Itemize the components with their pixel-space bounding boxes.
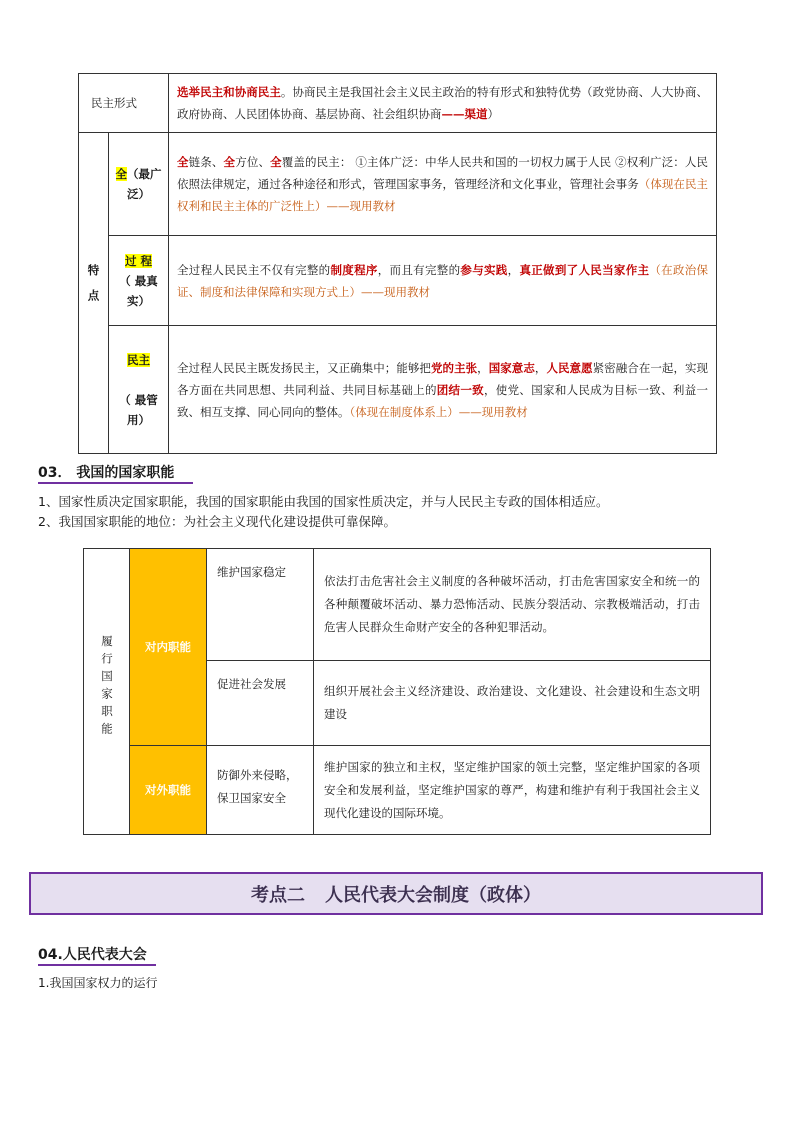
text-run-plain: 紧密融合在一起，实现各方面在共同思想、共同利益、共同目标基础上的 [177, 360, 709, 397]
text-run-org: （体现在制度体系上）——现用教材 [349, 404, 528, 419]
external-functions-label: 对外职能 [130, 746, 207, 835]
function-desc-1: 依法打击危害社会主义制度的各种破坏活动，打击危害国家安全和统一的各种颠覆破坏活动、暴力恐怖活动、民族分裂活动、宗教极端活动，打击危害人民群众生命财产安全的各种犯罪活动。 [314, 549, 711, 661]
section-03-underline [38, 482, 193, 484]
text-run-plain: ，使党、国家和人民成为目标一致、利益一致、相互支撑、同心同向的整体。 [177, 382, 709, 419]
key-point-banner [29, 872, 763, 915]
quan-content [169, 133, 717, 236]
section-04-underline [38, 964, 156, 966]
text-run-red: ——渠道 [441, 107, 488, 121]
state-functions-label [84, 549, 130, 835]
text-run-red: 国家意志 [488, 360, 535, 375]
quan-key: 全 [115, 167, 127, 181]
guocheng-content [169, 236, 717, 326]
text-run-plain: 全过程人民民主不仅有完整的 [177, 262, 331, 277]
text-run-plain: ） [487, 107, 499, 121]
text-run-plain: ， [534, 360, 547, 375]
section-03-paragraph-2: 2、我国国家职能的地位：为社会主义现代化建设提供可靠保障。 [38, 514, 396, 529]
text-run-plain: 链条、 [188, 155, 224, 169]
banner-key-point: 考点二 [251, 884, 305, 906]
text-run-red: 人民意愿 [546, 360, 593, 375]
text-run-red: 选举民主和协商民主 [177, 85, 281, 99]
text-run-red: 党的主张 [430, 360, 478, 375]
text-run-red: 制度程序 [330, 262, 378, 277]
text-run-plain: 覆盖的民主： ①主体广泛：中华人民共和国的一切权力属于人民 ②权利广泛：人民依照法律规定，通过各种途径和形式，管理国家事务，管理经济和文化事业，管理社会事务 [177, 155, 709, 191]
text-run-red: 参与实践 [460, 262, 508, 277]
section-04-heading: 04.人民代表大会 [38, 947, 147, 963]
quan-label [109, 133, 169, 236]
text-run-plain: 全过程人民民主既发扬民主，又正确集中；能够把 [177, 360, 431, 375]
text-run-plain: ， [477, 360, 489, 375]
function-item-2: 促进社会发展 [207, 661, 314, 746]
guocheng-key: 过 程 [124, 253, 152, 268]
text-run-plain: ，而且有完整的 [377, 262, 461, 277]
function-desc-3: 维护国家的独立和主权，坚定维护国家的领土完整，坚定维护国家的各项安全和发展利益，坚定维护国家的尊严，构建和维护有利于我国社会主义现代化建设的国际环境。 [314, 746, 711, 835]
characteristics-label [79, 133, 109, 454]
democracy-features-table [78, 73, 717, 454]
guocheng-label [109, 236, 169, 326]
section-03-heading: 03． 我国的国家职能 [38, 465, 175, 481]
state-functions-label-text: 履行国家职能 [100, 635, 114, 740]
quan-rest: （最广泛） [127, 167, 162, 201]
state-functions-table [83, 548, 711, 835]
function-desc-2: 组织开展社会主义经济建设、政治建设、文化建设、社会建设和生态文明建设 [314, 661, 711, 746]
characteristics-label-text: 特点 [86, 264, 101, 315]
text-run-red: 真正做到了人民当家作主 [519, 262, 650, 277]
minzhu-label [109, 326, 169, 454]
text-run-red: 全 [177, 155, 189, 169]
internal-functions-label: 对内职能 [130, 549, 207, 746]
banner-title: 人民代表大会制度（政体） [325, 884, 541, 906]
section-03-paragraph-1: 1、国家性质决定国家职能，我国的国家职能由我国的国家性质决定，并与人民民主专政的国体相适应。 [38, 494, 609, 509]
minzhu-content [169, 326, 717, 454]
text-run-plain: ， [507, 262, 520, 277]
democracy-form-content [169, 74, 717, 133]
text-run-org: （体现在民主权利和民主主体的广泛性上）——现用教材 [177, 177, 709, 213]
text-run-red: 团结一致 [436, 382, 484, 397]
minzhu-rest: （ 最管用） [119, 392, 158, 427]
function-item-3: 防御外来侵略，保卫国家安全 [207, 746, 314, 835]
text-run-plain: 。协商民主是我国社会主义民主政治的特有形式和独特优势（政党协商、人大协商、政府协商、人民团体协商、基层协商、社会组织协商 [177, 85, 709, 121]
democracy-form-label: 民主形式 [79, 74, 169, 133]
function-item-1: 维护国家稳定 [207, 549, 314, 661]
minzhu-key: 民主 [127, 352, 150, 367]
text-run-red: 全 [223, 155, 236, 169]
text-run-red: 全 [270, 155, 282, 169]
guocheng-rest: （ 最真实） [119, 273, 158, 308]
text-run-org: （在政治保证、制度和法律保障和实现方式上）——现用教材 [177, 262, 709, 299]
section-04-paragraph-1: 1.我国国家权力的运行 [38, 976, 158, 990]
text-run-plain: 方位、 [235, 155, 271, 169]
